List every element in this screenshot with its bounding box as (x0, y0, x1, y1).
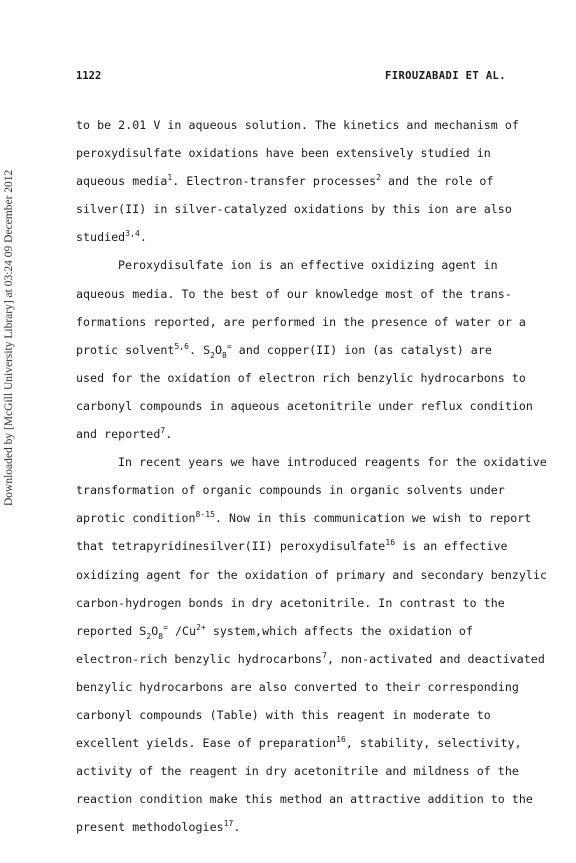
text-line: In recent years we have introduced reagents for the oxidative (118, 455, 547, 470)
text-line: aqueous media. To the best of our knowledge most of the trans- (76, 286, 512, 301)
text-line: aqueous media$^1$. Electron-transfer processes$^2$ and the role of (76, 173, 494, 189)
download-watermark: Downloaded by [McGill University Library] at 03:24 09 December 2012 (3, 169, 15, 507)
superscript: 8-15 (195, 510, 215, 520)
text-line: used for the oxidation of electron rich benzylic hydrocarbons to (76, 370, 526, 385)
text-line: reaction condition make this method an attractive addition to the (76, 792, 533, 807)
subscript: 2 (146, 631, 152, 641)
text-line: carbonyl compounds in aqueous acetonitrile under reflux condition (76, 398, 533, 413)
superscript: 16 (336, 735, 346, 745)
text-line: studied$^{3,4}$. (76, 229, 147, 245)
text-line: silver(II) in silver-catalyzed oxidations by this ion are also (76, 202, 512, 217)
text-line: aprotic condition$^{8-15}$. Now in this communication we wish to report (76, 510, 532, 526)
superscript: = (163, 622, 168, 632)
text-line: present methodologies$^{17}$. (76, 819, 241, 835)
text-line: oxidizing agent for the oxidation of primary and secondary benzylic (76, 567, 548, 582)
superscript: = (226, 341, 232, 351)
text-line: benzylic hydrocarbons are also converted to their corresponding (76, 679, 519, 694)
running-head: FIROUZABADI ET AL. (385, 70, 506, 82)
superscript: 3,4 (125, 229, 140, 239)
text-line: protic solvent$^{5,6}$. $S_2O_8^=$ and copper(II) ion (as catalyst) are (76, 341, 492, 360)
text-line: and reported$^7$. (76, 426, 173, 442)
text-line: transformation of organic compounds in organic solvents under (76, 483, 505, 498)
superscript: 2 (376, 173, 382, 183)
subscript: 8 (158, 631, 164, 641)
text-line: peroxydisulfate oxidations have been extensively studied in (76, 146, 491, 161)
text-line: excellent yields. Ease of preparation$^{16}$, stability, selectivity, (76, 735, 522, 751)
text-line: carbon-hydrogen bonds in dry acetonitrile. In contrast to the (76, 595, 505, 610)
superscript: 16 (385, 538, 396, 548)
paragraph (76, 111, 519, 251)
text-line: to be 2.01 V in aqueous solution. The kinetics and mechanism of (76, 118, 519, 132)
superscript: 1 (167, 173, 173, 183)
page-number: 1122 (76, 70, 102, 82)
text-line: carbonyl compounds (Table) with this reagent in moderate to (76, 707, 491, 722)
paragraph (76, 251, 533, 448)
text-line: that tetrapyridinesilver(II) peroxydisulfate$^{16}$ is an effective (76, 538, 508, 554)
superscript: 2+ (196, 622, 206, 632)
superscript: 5,6 (174, 341, 190, 351)
subscript: 8 (222, 350, 227, 360)
superscript: 7 (160, 426, 166, 436)
subscript: 2 (210, 350, 215, 360)
superscript: 7 (322, 650, 327, 660)
text-line: Peroxydisulfate ion is an effective oxidizing agent in (118, 258, 498, 273)
text-line: electron-rich benzylic hydrocarbons$^7$, non-activated and deactivated (76, 650, 545, 666)
text-line: reported $S_2O_8^=$ $/Cu^{2+}$ system,which affects the oxidation of (76, 622, 473, 641)
superscript: 17 (223, 819, 234, 829)
text-line: activity of the reagent in dry acetonitrile and mildness of the (76, 764, 519, 779)
article-body (76, 111, 548, 841)
paragraph (76, 448, 548, 841)
text-line: formations reported, are performed in the presence of water or a (76, 314, 526, 329)
